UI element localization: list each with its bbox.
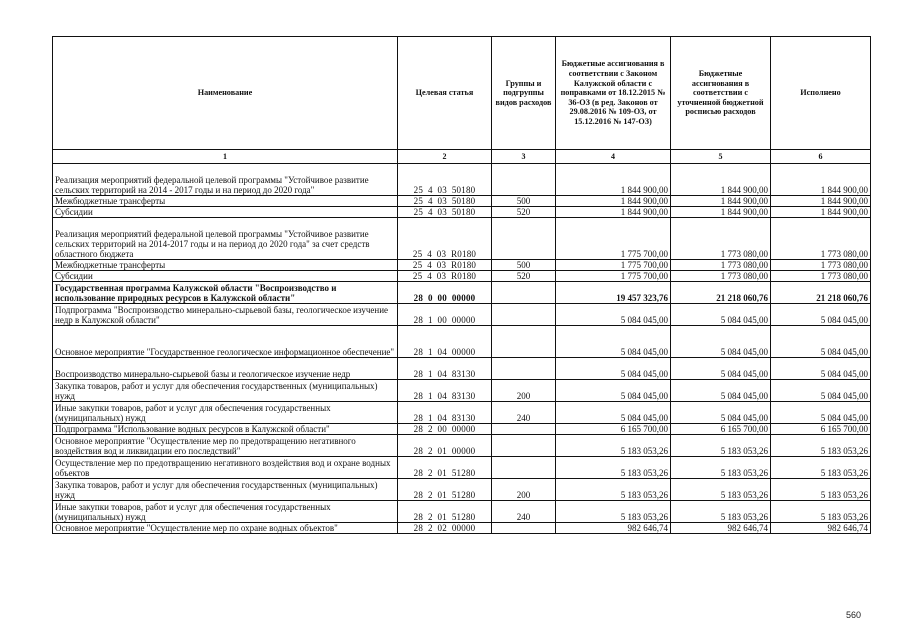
row-executed-amount: 982 646,74 xyxy=(771,523,871,534)
row-group: 520 xyxy=(492,271,556,282)
table-row xyxy=(53,164,871,196)
row-schedule-amount: 5 084 045,00 xyxy=(671,358,771,380)
row-law-amount: 1 775 700,00 xyxy=(556,260,671,271)
header-schedule: Бюджетные ассигнования в соответствии с уточненной бюджетной росписью расходов xyxy=(671,37,771,150)
row-schedule-amount: 5 183 053,26 xyxy=(671,435,771,457)
row-law-amount: 5 183 053,26 xyxy=(556,501,671,523)
row-schedule-amount: 5 183 053,26 xyxy=(671,501,771,523)
budget-table xyxy=(52,36,871,534)
column-number: 5 xyxy=(671,150,771,164)
header-row xyxy=(53,37,871,150)
row-law-amount: 982 646,74 xyxy=(556,523,671,534)
table-row xyxy=(53,207,871,218)
table-row xyxy=(53,424,871,435)
table-body xyxy=(53,164,871,534)
table-row xyxy=(53,271,871,282)
table-row xyxy=(53,457,871,479)
row-law-amount: 5 084 045,00 xyxy=(556,402,671,424)
row-executed-amount: 5 084 045,00 xyxy=(771,358,871,380)
row-law-amount: 19 457 323,76 xyxy=(556,282,671,304)
row-executed-amount: 21 218 060,76 xyxy=(771,282,871,304)
header-groups: Группы и подгруппы видов расходов xyxy=(492,37,556,150)
row-schedule-amount: 1 773 080,00 xyxy=(671,260,771,271)
row-target-code: 25 4 03 R0180 xyxy=(398,218,492,260)
row-group: 200 xyxy=(492,380,556,402)
row-name: Межбюджетные трансферты xyxy=(53,196,398,207)
header-target: Целевая статья xyxy=(398,37,492,150)
row-target-code: 28 2 00 00000 xyxy=(398,424,492,435)
column-number-row xyxy=(53,150,871,164)
row-target-code: 25 4 03 50180 xyxy=(398,207,492,218)
column-number: 6 xyxy=(771,150,871,164)
row-schedule-amount: 1 844 900,00 xyxy=(671,164,771,196)
row-law-amount: 5 084 045,00 xyxy=(556,380,671,402)
row-name: Основное мероприятие "Осуществление мер по охране водных объектов" xyxy=(53,523,398,534)
row-schedule-amount: 6 165 700,00 xyxy=(671,424,771,435)
column-number: 3 xyxy=(492,150,556,164)
row-schedule-amount: 5 183 053,26 xyxy=(671,479,771,501)
row-group: 500 xyxy=(492,196,556,207)
row-executed-amount: 5 183 053,26 xyxy=(771,457,871,479)
row-name: Воспроизводство минерально-сырьевой базы и геологическое изучение недр xyxy=(53,358,398,380)
row-target-code: 25 4 03 R0180 xyxy=(398,271,492,282)
table-row xyxy=(53,326,871,358)
column-number: 2 xyxy=(398,150,492,164)
row-group: 200 xyxy=(492,479,556,501)
header-law: Бюджетные ассигнования в соответствии с Законом Калужской области с поправками от 18.12.2015 № 36-ОЗ (в ред. Законов от 29.08.2016 № 109-ОЗ, от 15.12.2016 № 147-ОЗ) xyxy=(556,37,671,150)
row-law-amount: 5 084 045,00 xyxy=(556,304,671,326)
row-target-code: 28 2 01 00000 xyxy=(398,435,492,457)
row-group xyxy=(492,304,556,326)
row-name: Подпрограмма "Воспроизводство минерально-сырьевой базы, геологическое изучение недр в Калужской области" xyxy=(53,304,398,326)
row-executed-amount: 5 084 045,00 xyxy=(771,380,871,402)
row-executed-amount: 5 183 053,26 xyxy=(771,479,871,501)
row-target-code: 28 1 04 83130 xyxy=(398,358,492,380)
column-number: 1 xyxy=(53,150,398,164)
table-row xyxy=(53,282,871,304)
table-row xyxy=(53,479,871,501)
row-schedule-amount: 1 844 900,00 xyxy=(671,207,771,218)
row-schedule-amount: 982 646,74 xyxy=(671,523,771,534)
row-name: Субсидии xyxy=(53,207,398,218)
row-target-code: 28 1 04 83130 xyxy=(398,402,492,424)
row-schedule-amount: 5 084 045,00 xyxy=(671,380,771,402)
table-row xyxy=(53,218,871,260)
table-row xyxy=(53,196,871,207)
row-law-amount: 1 844 900,00 xyxy=(556,164,671,196)
row-law-amount: 1 775 700,00 xyxy=(556,218,671,260)
table-row xyxy=(53,402,871,424)
row-law-amount: 1 844 900,00 xyxy=(556,207,671,218)
row-group xyxy=(492,282,556,304)
row-executed-amount: 6 165 700,00 xyxy=(771,424,871,435)
row-group xyxy=(492,218,556,260)
row-executed-amount: 5 084 045,00 xyxy=(771,304,871,326)
column-number: 4 xyxy=(556,150,671,164)
row-group xyxy=(492,358,556,380)
row-group: 240 xyxy=(492,501,556,523)
row-target-code: 28 0 00 00000 xyxy=(398,282,492,304)
row-schedule-amount: 1 773 080,00 xyxy=(671,271,771,282)
row-schedule-amount: 5 084 045,00 xyxy=(671,402,771,424)
row-executed-amount: 1 773 080,00 xyxy=(771,271,871,282)
row-name: Иные закупки товаров, работ и услуг для обеспечения государственных (муниципальных) нужд xyxy=(53,501,398,523)
row-name: Закупка товаров, работ и услуг для обеспечения государственных (муниципальных) нужд xyxy=(53,380,398,402)
row-executed-amount: 1 773 080,00 xyxy=(771,260,871,271)
row-law-amount: 1 775 700,00 xyxy=(556,271,671,282)
row-name: Государственная программа Калужской области "Воспроизводство и использование природных ресурсов в Калужской области" xyxy=(53,282,398,304)
row-name: Основное мероприятие "Государственное геологическое информационное обеспечение" xyxy=(53,326,398,358)
row-executed-amount: 5 183 053,26 xyxy=(771,435,871,457)
header-executed: Исполнено xyxy=(771,37,871,150)
row-target-code: 28 2 01 51280 xyxy=(398,501,492,523)
row-executed-amount: 5 084 045,00 xyxy=(771,402,871,424)
row-name: Реализация мероприятий федеральной целевой программы "Устойчивое развитие сельских территорий на 2014-2017 годы и на период до 2020 года" за счет средств областного бюджета xyxy=(53,218,398,260)
row-group: 500 xyxy=(492,260,556,271)
table-row xyxy=(53,380,871,402)
row-group: 240 xyxy=(492,402,556,424)
row-group: 520 xyxy=(492,207,556,218)
row-target-code: 25 4 03 R0180 xyxy=(398,260,492,271)
row-law-amount: 5 183 053,26 xyxy=(556,457,671,479)
row-name: Реализация мероприятий федеральной целевой программы "Устойчивое развитие сельских территорий на 2014 - 2017 годы и на период до 2020 года" xyxy=(53,164,398,196)
row-executed-amount: 1 844 900,00 xyxy=(771,207,871,218)
row-schedule-amount: 5 183 053,26 xyxy=(671,457,771,479)
row-name: Межбюджетные трансферты xyxy=(53,260,398,271)
row-executed-amount: 5 084 045,00 xyxy=(771,326,871,358)
row-law-amount: 6 165 700,00 xyxy=(556,424,671,435)
row-group xyxy=(492,523,556,534)
row-name: Осуществление мер по предотвращению негативного воздействия вод и охране водных объектов xyxy=(53,457,398,479)
row-law-amount: 5 084 045,00 xyxy=(556,358,671,380)
row-name: Подпрограмма "Использование водных ресурсов в Калужской области" xyxy=(53,424,398,435)
row-group xyxy=(492,435,556,457)
header-name: Наименование xyxy=(53,37,398,150)
row-target-code: 28 1 04 83130 xyxy=(398,380,492,402)
row-target-code: 28 2 02 00000 xyxy=(398,523,492,534)
row-law-amount: 5 183 053,26 xyxy=(556,479,671,501)
table-row xyxy=(53,260,871,271)
table-row xyxy=(53,304,871,326)
row-target-code: 28 2 01 51280 xyxy=(398,457,492,479)
row-target-code: 28 2 01 51280 xyxy=(398,479,492,501)
row-schedule-amount: 1 844 900,00 xyxy=(671,196,771,207)
row-group xyxy=(492,457,556,479)
row-target-code: 25 4 03 50180 xyxy=(398,164,492,196)
row-target-code: 28 1 04 00000 xyxy=(398,326,492,358)
row-executed-amount: 5 183 053,26 xyxy=(771,501,871,523)
row-name: Субсидии xyxy=(53,271,398,282)
row-schedule-amount: 5 084 045,00 xyxy=(671,304,771,326)
row-law-amount: 5 084 045,00 xyxy=(556,326,671,358)
row-schedule-amount: 1 773 080,00 xyxy=(671,218,771,260)
page-number: 560 xyxy=(846,610,862,620)
row-law-amount: 1 844 900,00 xyxy=(556,196,671,207)
table-row xyxy=(53,501,871,523)
row-target-code: 28 1 00 00000 xyxy=(398,304,492,326)
table-row xyxy=(53,523,871,534)
row-group xyxy=(492,326,556,358)
row-law-amount: 5 183 053,26 xyxy=(556,435,671,457)
row-schedule-amount: 21 218 060,76 xyxy=(671,282,771,304)
row-target-code: 25 4 03 50180 xyxy=(398,196,492,207)
row-group xyxy=(492,424,556,435)
row-executed-amount: 1 773 080,00 xyxy=(771,218,871,260)
table-row xyxy=(53,358,871,380)
row-name: Основное мероприятие "Осуществление мер по предотвращению негативного воздействия вод и ликвидации его последствий" xyxy=(53,435,398,457)
row-name: Закупка товаров, работ и услуг для обеспечения государственных (муниципальных) нужд xyxy=(53,479,398,501)
table-row xyxy=(53,435,871,457)
row-executed-amount: 1 844 900,00 xyxy=(771,196,871,207)
row-executed-amount: 1 844 900,00 xyxy=(771,164,871,196)
row-group xyxy=(492,164,556,196)
row-schedule-amount: 5 084 045,00 xyxy=(671,326,771,358)
row-name: Иные закупки товаров, работ и услуг для обеспечения государственных (муниципальных) нужд xyxy=(53,402,398,424)
